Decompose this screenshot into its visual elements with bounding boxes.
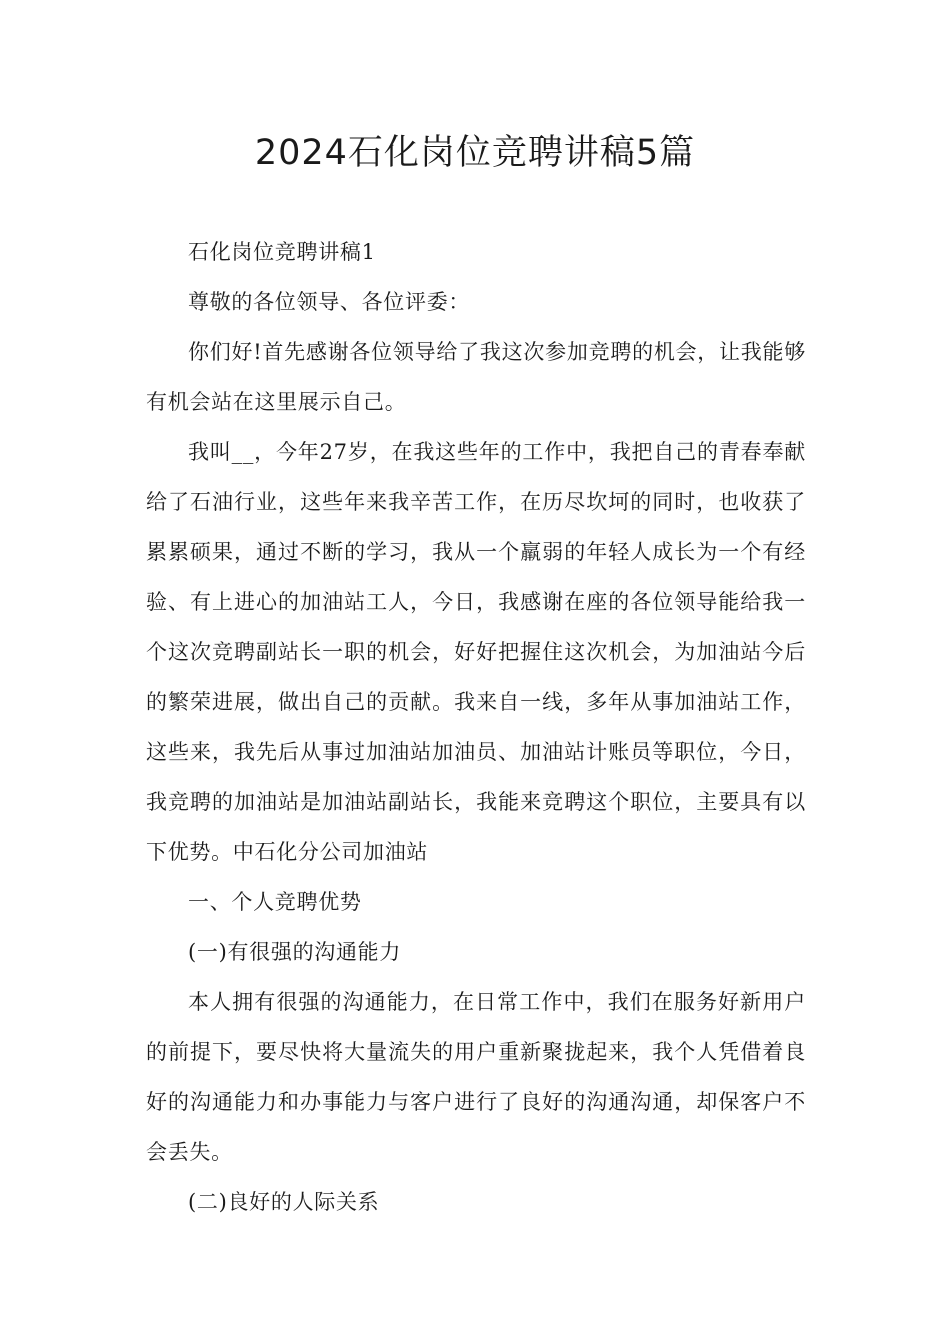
document-title: 2024石化岗位竞聘讲稿5篇 <box>254 133 696 173</box>
subheading: (一)有很强的沟通能力 <box>188 940 402 964</box>
paragraph: 我叫__，今年27岁，在我这些年的工作中，我把自己的青春奉献给了石油行业，这些年来我辛苦工作，在历尽坎坷的同时，也收获了累累硕果，通过不断的学习，我从一个羸弱的年轻人成长为一个有经验、有上进心的加油站工人，今日，我感谢在座的各位领导能给我一个这次竞聘副站长一职的机会，好好把握住这次机会，为加油站今后的繁荣进展，做出自己的贡献。我来自一线，多年从事加油站工作，这些来，我先后从事过加油站加油员、加油站计账员等职位，今日，我竞聘的加油站是加油站副站长，我能来竞聘这个职位，主要具有以下优势。中石化分公司加油站 <box>146 440 806 864</box>
subheading: (二)良好的人际关系 <box>188 1190 380 1214</box>
salutation: 尊敬的各位领导、各位评委： <box>188 290 471 314</box>
subheading: 一、个人竞聘优势 <box>188 890 362 914</box>
paragraph: 本人拥有很强的沟通能力，在日常工作中，我们在服务好新用户的前提下，要尽快将大量流失的用户重新聚拢起来，我个人凭借着良好的沟通能力和办事能力与客户进行了良好的沟通沟通，却保客户不会丢失。 <box>146 990 806 1164</box>
section-heading: 石化岗位竞聘讲稿1 <box>188 240 376 264</box>
paragraph: 你们好!首先感谢各位领导给了我这次参加竞聘的机会，让我能够有机会站在这里展示自己。 <box>146 340 806 414</box>
document-body <box>146 227 806 1227</box>
